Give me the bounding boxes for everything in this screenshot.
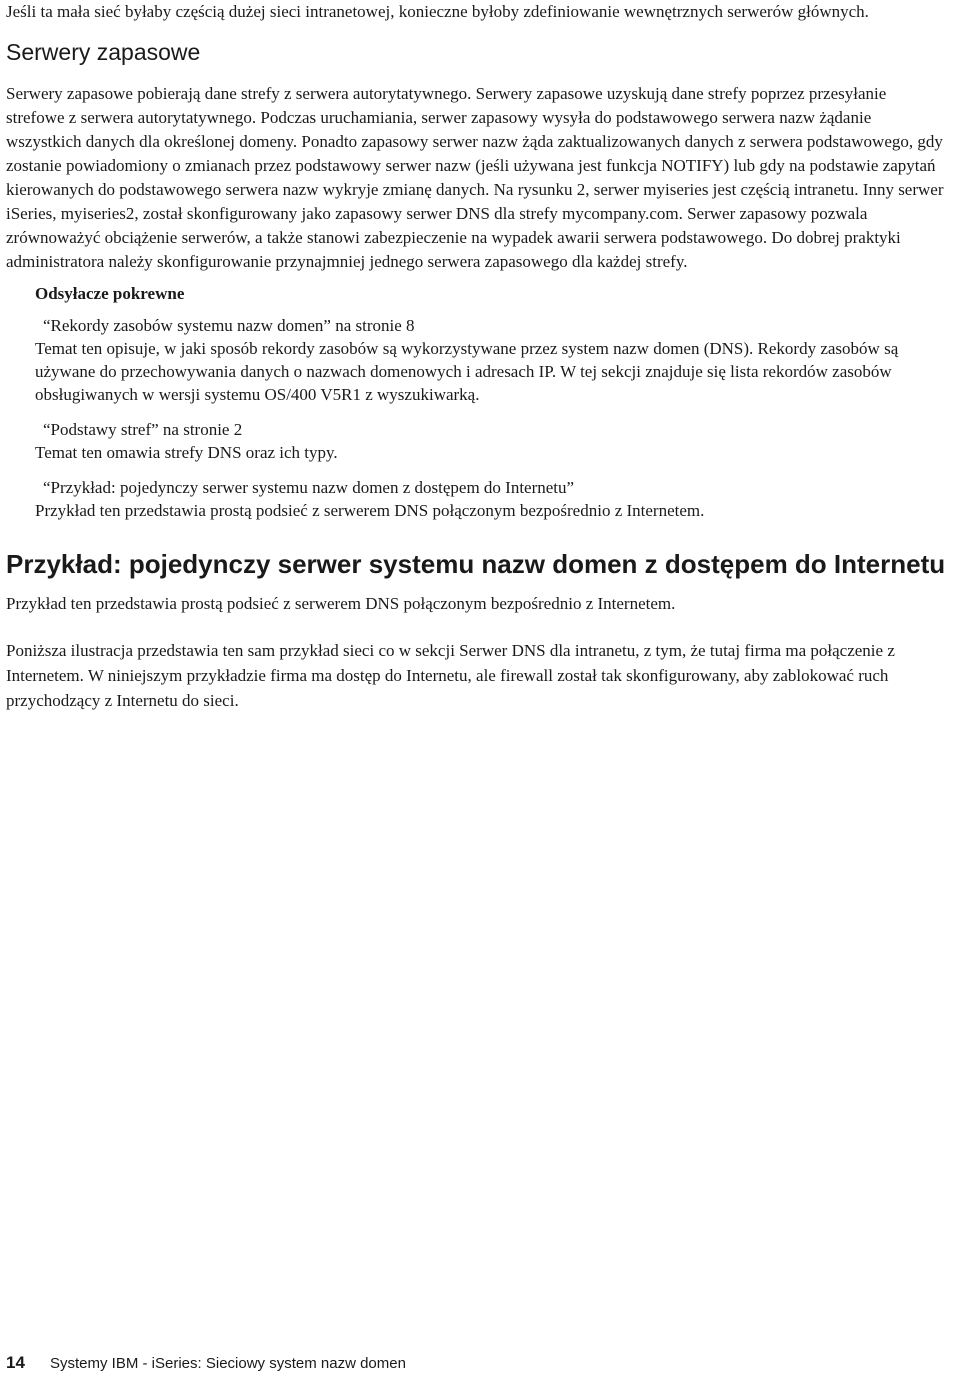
related-link-title[interactable]: “Rekordy zasobów systemu nazw domen” na stronie 8 [43,316,415,335]
section-heading-backup-servers: Serwery zapasowe [6,39,201,65]
example-paragraph-2: Poniższa ilustracja przedstawia ten sam przykład sieci co w sekcji Serwer DNS dla intranetu, z tym, że tutaj firma ma połączenie z Internetem. W niniejszym przykładzie firma ma dostęp do Internetu, ale firewall został tak skonfigurowany, aby zablokować ruch przychodzący z Internetu do sieci. [6,641,895,710]
related-link-description: Temat ten opisuje, w jaki sposób rekordy zasobów są wykorzystywane przez system nazw domen (DNS). Rekordy zasobów są używane do przechowywania danych o nazwach domenowych i adresach IP. W tej sekcji znajduje się lista rekordów zasobów obsługiwanych w wersji systemu OS/400 V5R1 z wyszukiwarką. [35,339,899,404]
related-link-item [35,418,946,464]
example-paragraph-1: Przykład ten przedstawia prostą podsieć z serwerem DNS połączonym bezpośrednio z Internetem. [6,594,676,613]
footer-title: Systemy IBM - iSeries: Sieciowy system nazw domen [50,1355,406,1372]
section-heading-single-server-example: Przykład: pojedynczy serwer systemu nazw domen z dostępem do Internetu [6,549,946,579]
related-link-title[interactable]: “Przykład: pojedynczy serwer systemu nazw domen z dostępem do Internetu” [43,478,575,497]
related-link-title[interactable]: “Podstawy stref” na stronie 2 [43,420,243,439]
backup-servers-paragraph: Serwery zapasowe pobierają dane strefy z serwera autorytatywnego. Serwery zapasowe uzyskują dane strefy poprzez przesyłanie strefowe z serwera autorytatywnego. Podczas uruchamiania, serwer zapasowy wysyła do podstawowego serwera nazw żądanie wszystkich danych dla określonej domeny. Ponadto zapasowy serwer nazw żąda zaktualizowanych danych z serwera podstawowego, gdy zostanie powiadomiony o zmianach przez podstawowy serwer nazw (jeśli używana jest funkcja NOTIFY) lub gdy na podstawie zapytań kierowanych do podstawowego serwera nazw wykryje zmianę danych. Na rysunku 2, serwer myiseries jest częścią intranetu. Inny serwer iSeries, myiseries2, został skonfigurowany jako zapasowy serwer DNS dla strefy mycompany.com. Serwer zapasowy pozwala zrównoważyć obciążenie serwerów, a także stanowi zabezpieczenie na wypadek awarii serwera podstawowego. Do dobrej praktyki administratora należy skonfigurowanie przynajmniej jednego serwera zapasowego dla każdej strefy. [6,84,944,271]
related-link-item [35,314,946,406]
page-number: 14 [6,1353,25,1372]
related-link-description: Przykład ten przedstawia prostą podsieć z serwerem DNS połączonym bezpośrednio z Internetem. [35,501,705,520]
page-footer [6,1353,406,1374]
related-link-description: Temat ten omawia strefy DNS oraz ich typy. [35,443,338,462]
related-links-heading: Odsyłacze pokrewne [35,284,185,303]
related-link-item [35,476,946,522]
related-links [35,282,946,522]
document-page [6,0,946,713]
intro-paragraph: Jeśli ta mała sieć byłaby częścią dużej sieci intranetowej, konieczne byłoby zdefiniowanie wewnętrznych serwerów głównych. [6,2,869,21]
